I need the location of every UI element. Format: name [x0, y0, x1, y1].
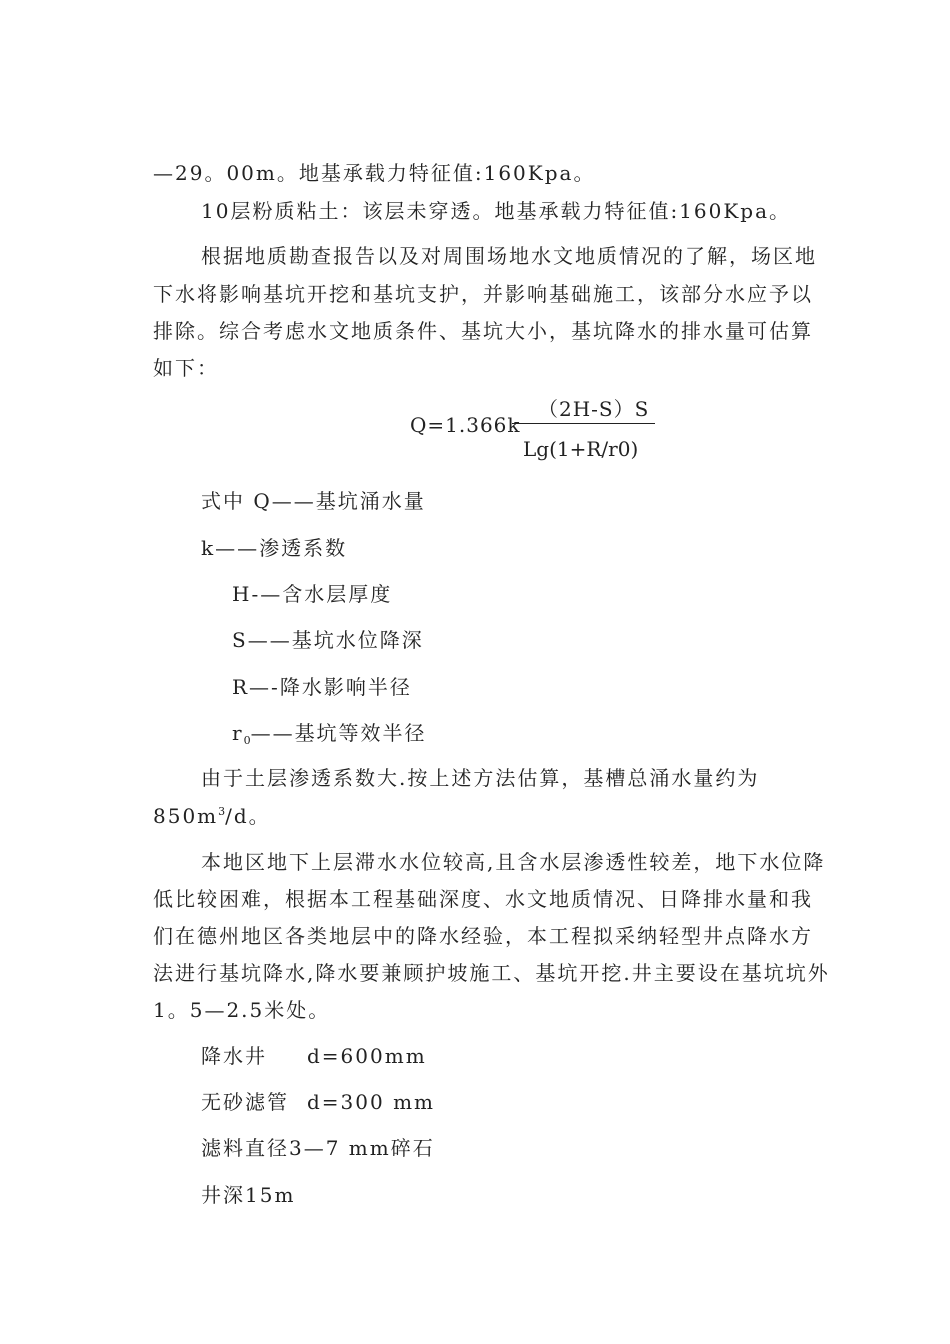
legend-k: k——渗透系数 — [201, 536, 348, 560]
paragraph-line: 根据地质勘查报告以及对周围场地水文地质情况的了解，场区地 — [201, 244, 817, 268]
spec-value: d=600mm — [307, 1044, 427, 1068]
r0-description: ——基坑等效半径 — [250, 721, 427, 745]
paragraph-line: 1。5—2.5米处。 — [153, 998, 331, 1022]
paragraph-line: 如下： — [153, 356, 219, 380]
legend-q: 式中 Q——基坑涌水量 — [201, 489, 426, 513]
formula-denominator: Lg(1+R/r0) — [523, 437, 639, 461]
formula-lhs: Q=1.366k — [410, 413, 521, 437]
spec-well — [201, 1043, 427, 1069]
spec-filter: 滤料直径3—7 mm碎石 — [201, 1136, 435, 1160]
paragraph-line: 法进行基坑降水,降水要兼顾护坡施工、基坑开挖.井主要设在基坑坑外 — [153, 961, 830, 985]
text-line: —29。00m。地基承载力特征值:160Kpa。 — [153, 161, 596, 185]
estimate-value — [153, 803, 271, 833]
paragraph-line: 下水将影响基坑开挖和基坑支护，并影响基础施工，该部分水应予以 — [153, 282, 813, 306]
r0-subscript: 0 — [243, 734, 251, 747]
legend-r: R—-降水影响半径 — [232, 675, 412, 699]
spec-depth: 井深15m — [201, 1183, 296, 1207]
fraction-bar — [512, 423, 655, 424]
formula-numerator: （2H-S）S — [538, 397, 650, 421]
estimate-line: 由于土层渗透系数大.按上述方法估算，基槽总涌水量约为 — [201, 766, 760, 790]
spec-pipe — [201, 1089, 435, 1115]
estimate-unit: /d。 — [225, 804, 271, 828]
legend-r0 — [232, 720, 427, 750]
legend-s: S——基坑水位降深 — [232, 628, 424, 652]
estimate-amount: 850m — [153, 804, 219, 828]
spec-value: d=300 mm — [307, 1090, 436, 1114]
r0-symbol: r — [232, 721, 244, 745]
text-line: 10层粉质粘土：该层未穿透。地基承载力特征值:160Kpa。 — [201, 199, 792, 223]
paragraph-line: 们在德州地区各类地层中的降水经验，本工程拟采纳轻型井点降水方 — [153, 924, 813, 948]
water-inflow-formula — [410, 393, 670, 473]
legend-h: H-—含水层厚度 — [232, 582, 393, 606]
spec-label: 降水井 — [201, 1044, 267, 1068]
paragraph-line: 低比较困难，根据本工程基础深度、水文地质情况、日降排水量和我 — [153, 887, 813, 911]
spec-label: 无砂滤管 — [201, 1090, 289, 1114]
paragraph-line: 排除。综合考虑水文地质条件、基坑大小，基坑降水的排水量可估算 — [153, 319, 813, 343]
estimate-superscript: 3 — [218, 805, 226, 818]
paragraph-line: 本地区地下上层滞水水位较高,且含水层渗透性较差，地下水位降 — [201, 850, 826, 874]
